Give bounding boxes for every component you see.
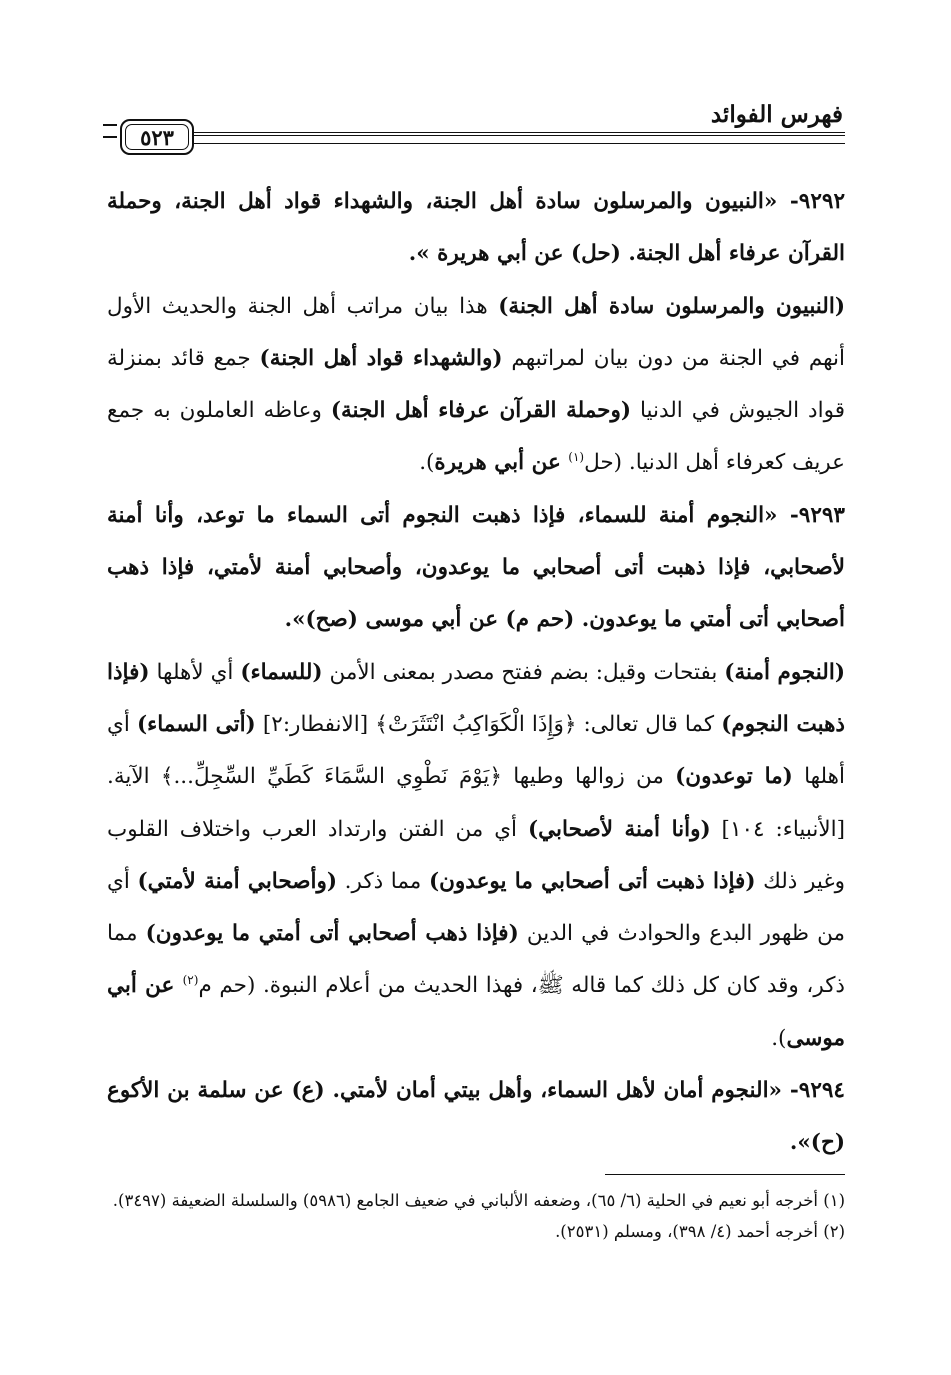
commentary-text: أي من الفتن وارتداد العرب واختلاف القلوب وغير ذلك [107,816,845,894]
quoted-phrase: (وأنا أمنة لأصحابي) [527,816,711,842]
quoted-phrase: عن أبي موسى [107,973,845,1051]
commentary-text: أي من ظهور البدع والحوادث في الدين [107,868,845,947]
quoted-phrase: (فإذا ذهبت أتى أصحابي ما يوعدون) [428,868,756,894]
header-rule-end [103,124,117,138]
footnote-ref-2[interactable]: (٢) [182,973,199,988]
commentary-text: ). [419,450,435,476]
hadith-9293 [107,490,845,647]
quoted-phrase: (النجوم أمنة) [724,659,845,685]
quoted-phrase: (أتى السماء) [136,711,256,737]
hadith-number: ٩٢٩٢- [789,189,845,214]
commentary-text: جمع قائد بمنزلة قواد الجيوش في الدنيا [107,345,845,424]
page-number [120,119,194,155]
quoted-phrase: (ما توعدون) [675,764,793,790]
commentary-text: أي أهلها [107,711,845,790]
main-text [107,176,845,1170]
commentary-text: مما ذكر. [337,868,429,894]
hadith-text: «النبيون والمرسلون سادة أهل الجنة، والشهداء قواد أهل الجنة، وحملة القرآن عرفاء أهل الجنة. (حل) عن أبي هريرة ». [107,189,845,267]
hadith-text: «النجوم أمان لأهل السماء، وأهل بيتي أمان لأمتي. (ع) عن سلمة بن الأكوع (ح)». [107,1078,845,1156]
quoted-phrase: (فإذا ذهبت النجوم) [107,659,845,737]
commentary-9292 [107,281,845,490]
running-title: فهرس الفوائد [710,101,843,128]
hadith-text: «النجوم أمنة للسماء، فإذا ذهبت النجوم أتى السماء ما توعد، وأنا أمنة لأصحابي، فإذا ذهبت أتى أصحابي ما يوعدون، وأصحابي أمنة لأمتي، فإذا ذهب أصحابي أتى أمتي ما يوعدون. (حم م) عن أبي موسى (صح)». [107,502,845,633]
commentary-text: أي لأهلها [149,659,241,685]
footnote-1: (١) أخرجه أبو نعيم في الحلية (٦/ ٦٥)، وضعفه الألباني في ضعيف الجامع (٥٩٨٦) والسلسلة الضعيفة (٣٤٩٧). [112,1191,845,1210]
commentary-9293 [107,647,845,1065]
footnote-separator [605,1174,845,1175]
commentary-text: كما قال تعالى: ﴿وَإِذَا الْكَوَاكِبُ انْتَثَرَتْ﴾ [الانفطار:٢] [255,711,722,737]
commentary-text: مما ذكر، وقد كان كل ذلك كما قاله ﷺ، فهذا الحديث من أعلام النبوة. (حم م [107,921,846,999]
header-rule [193,132,845,144]
footnotes [107,1185,845,1247]
quoted-phrase: عن أبي هريرة [434,450,569,476]
quoted-phrase: (فإذا ذهب أصحابي أتى أمتي ما يوعدون) [145,921,519,947]
hadith-number: ٩٢٩٤- [789,1078,845,1104]
footnote-2: (٢) أخرجه أحمد (٤/ ٣٩٨)، ومسلم (٢٥٣١). [555,1222,845,1241]
quoted-phrase: (وحملة القرآن عرفاء أهل الجنة) [330,398,631,424]
page-number-text: ٥٢٣ [140,124,174,150]
commentary-text: وعاظه العاملون به جمع عريف كعرفاء أهل الدنيا. (حل [107,398,845,476]
hadith-9292 [107,176,845,281]
quoted-phrase: (النبيون والمرسلون سادة أهل الجنة) [498,293,845,319]
quoted-phrase: (والشهداء قواد أهل الجنة) [259,345,503,371]
footnote-ref-1[interactable]: (١) [568,450,585,465]
commentary-text: بفتحات وقيل: بضم ففتح مصدر بمعنى الأمن [322,659,725,685]
commentary-text: هذا بيان مراتب أهل الجنة والحديث الأول أنهم في الجنة من دون بيان لمراتبهم [107,293,846,371]
hadith-9294 [107,1065,845,1170]
quoted-phrase: (وأصحابي أمنة لأمتي) [137,868,338,894]
quoted-phrase: (للسماء) [240,659,323,685]
commentary-text: ). [771,1025,787,1051]
hadith-number: ٩٢٩٣- [789,502,845,528]
commentary-text: من زوالها وطيها ﴿يَوْمَ نَطْوِي السَّمَاءَ كَطَيِّ السِّجِلِّ...﴾ الآية. [الأنبياء: ١٠٤] [107,764,845,842]
